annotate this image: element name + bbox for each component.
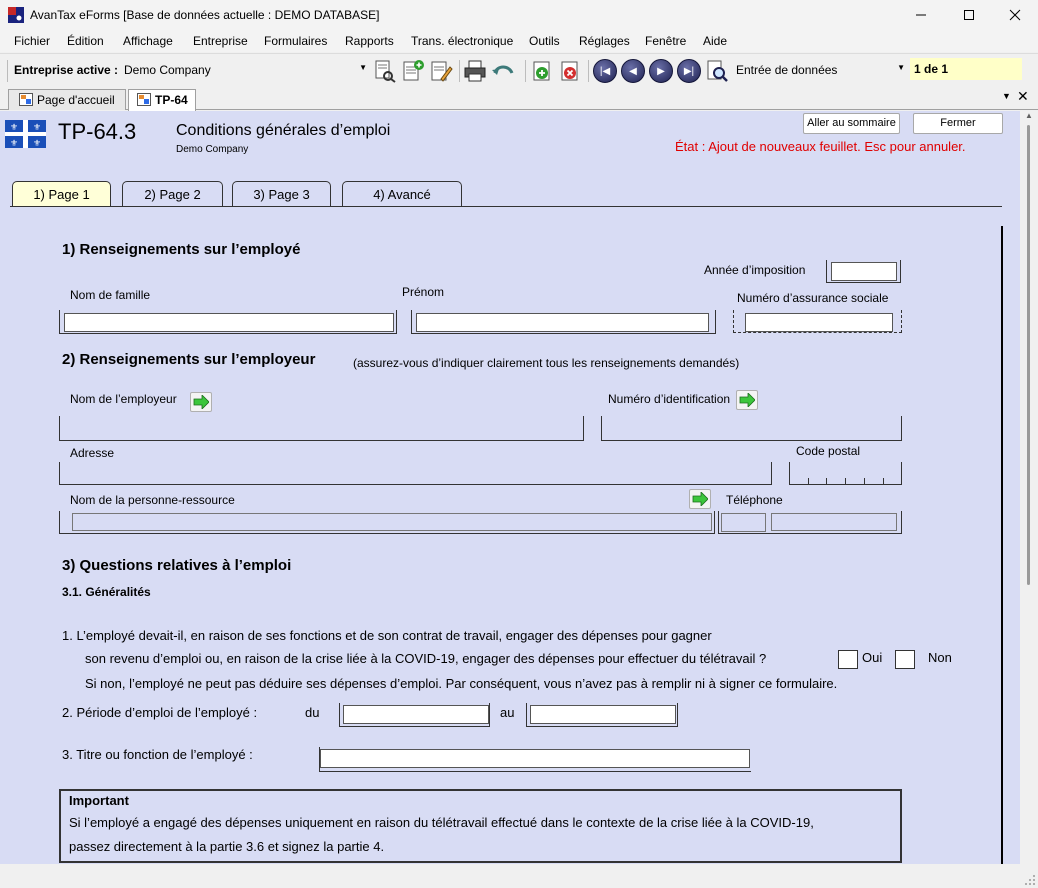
find-record-icon[interactable] [705,59,729,83]
toolbar-separator [459,60,460,82]
section-2-note: (assurez-vous d’indiquer clairement tous les renseignements demandés) [353,356,740,370]
menu-bar [0,30,1038,52]
question-1-line-3: Si non, l’employé ne peut pas déduire ses dépenses d’emploi. Par conséquent, vous n’avez pas à remplir ni à signer ce formulaire. [85,676,838,691]
form-number: TP-64.3 [58,119,137,144]
question-1-yes-label: Oui [862,650,883,665]
add-slip-icon[interactable] [401,59,425,83]
edit-slip-icon[interactable] [429,59,453,83]
quebec-flag-icon [5,120,46,148]
svg-text:⚜: ⚜ [32,122,42,132]
next-record-icon: ▶ [657,65,665,77]
field-bracket [489,703,490,726]
first-record-button[interactable] [593,59,617,83]
id-number-label: Numéro d’identification [608,392,731,406]
question-1-yes-checkbox[interactable] [838,650,858,669]
field-bracket [900,260,901,282]
section-2-heading: 2) Renseignements sur l’employeur [62,351,316,368]
menu-outils[interactable]: Outils [529,34,560,48]
question-1-line-1: 1. L’employé devait-il, en raison de ses fonctions et de son contrat de travail, engager des dépenses pour gagner [62,628,712,643]
field-bracket [59,511,60,533]
postal-tick [808,478,809,484]
period-from-label: du [305,705,320,720]
form-company: Demo Company [176,144,249,155]
search-slips-icon[interactable] [373,59,397,83]
status-bar [0,864,1038,888]
go-to-summary-button[interactable]: Aller au sommaire [803,113,900,134]
menu-rapports[interactable]: Rapports [345,34,394,48]
field-baseline [339,726,490,727]
postal-tick [883,478,884,484]
tab-underline [10,206,1002,207]
menu-fenetre[interactable]: Fenêtre [645,34,687,48]
employer-name-label: Nom de l’employeur [70,392,177,406]
svg-text:⚜: ⚜ [32,138,42,148]
resize-grip-icon[interactable] [1024,874,1036,886]
svg-text:⚜: ⚜ [9,138,19,148]
tax-year-label: Année d’imposition [704,263,806,277]
section-1-heading: 1) Renseignements sur l’employé [62,241,301,258]
toolbar [0,53,1038,86]
tab-list-chevron-icon[interactable]: ▼ [1002,91,1011,101]
arrow-right-icon [739,393,755,407]
address-field[interactable] [59,484,772,485]
close-tab-icon[interactable]: ✕ [1017,88,1029,104]
doc-tab-label: TP-64 [155,93,188,107]
contact-name-label: Nom de la personne-ressource [70,493,235,507]
field-bracket [396,310,397,333]
postal-tick [864,478,865,484]
employer-name-field[interactable] [59,440,584,441]
first-name-field[interactable] [416,313,709,332]
status-message: État : Ajout de nouveaux feuillet. Esc pour annuler. [675,139,966,154]
period-to-field[interactable] [530,705,676,724]
employer-lookup-button[interactable] [190,392,212,412]
important-line-2: passez directement à la partie 3.6 et signez la partie 4. [69,839,385,854]
company-select-value: Demo Company [124,63,211,77]
menu-entreprise[interactable]: Entreprise [193,34,248,48]
important-title: Important [69,793,129,808]
question-1-no-checkbox[interactable] [895,650,915,669]
id-number-field[interactable] [601,440,902,441]
menu-reglages[interactable]: Réglages [579,34,630,48]
arrow-right-icon [692,492,708,506]
toolbar-separator [588,60,589,82]
doc-tab-label: Page d'accueil [37,93,115,107]
first-record-icon: |◀ [599,65,611,77]
field-baseline [59,333,397,334]
close-window-button[interactable] [992,0,1038,30]
phone-number-field[interactable] [771,513,897,531]
maximize-icon [963,9,975,21]
title-bar [0,0,1038,30]
toolbar-grip [7,60,8,82]
toolbar-separator [525,60,526,82]
close-icon [1009,9,1021,21]
field-bracket [715,310,716,333]
important-notice [59,789,902,863]
address-label: Adresse [70,446,115,460]
field-bracket [339,703,340,726]
section-3-heading: 3) Questions relatives à l’emploi [62,557,292,574]
question-1-no-label: Non [928,650,952,665]
field-baseline [718,533,902,534]
menu-formulaires[interactable]: Formulaires [264,34,328,48]
sin-label: Numéro d’assurance sociale [737,291,889,305]
add-record-icon[interactable] [530,59,554,83]
contact-name-field[interactable] [72,513,712,531]
field-bracket [411,310,412,333]
period-to-label: au [500,705,515,720]
phone-area-code-field[interactable] [721,513,766,532]
doc-tab-home[interactable] [8,89,126,110]
maximize-button[interactable] [946,0,992,30]
chevron-down-icon: ▼ [897,63,905,72]
field-bracket [771,462,772,484]
form-page-icon [137,93,151,106]
previous-record-icon: ◀ [629,65,637,77]
field-bracket [583,416,584,440]
tax-year-field[interactable] [831,262,897,281]
doc-tab-tp64[interactable] [128,89,196,111]
field-bracket [901,511,902,533]
field-bracket [789,462,790,484]
field-bracket [601,416,602,440]
menu-aide[interactable]: Aide [703,34,728,48]
tab-page-1[interactable]: 1) Page 1 [12,181,111,207]
menu-trans-electronique[interactable]: Trans. électronique [411,34,514,48]
vertical-scrollbar[interactable] [1020,111,1038,864]
active-company-label: Entreprise active : [14,63,119,77]
svg-text:⚜: ⚜ [9,122,19,132]
field-bracket [59,310,60,333]
postal-code-label: Code postal [796,444,861,458]
field-bracket [826,260,827,282]
field-bracket [901,462,902,484]
period-from-field[interactable] [343,705,489,724]
undo-icon[interactable] [491,59,515,83]
minimize-button[interactable] [898,0,944,30]
question-1-line-2: son revenu d’emploi ou, en raison de la crise liée à la COVID-19, engager des dépenses pour effectuer du télétravail ? [85,651,767,666]
tab-page-2[interactable]: 2) Page 2 [122,181,223,206]
next-record-button[interactable] [649,59,673,83]
field-bracket [526,703,527,726]
field-bracket [901,416,902,440]
field-bracket [677,703,678,726]
sin-field[interactable] [745,313,893,332]
postal-code-field[interactable] [789,484,902,485]
field-bracket [59,462,60,484]
company-select[interactable] [120,60,370,80]
phone-label: Téléphone [726,493,783,507]
field-bracket [714,511,715,533]
last-name-field[interactable] [64,313,394,332]
job-title-field[interactable] [320,749,750,768]
form-canvas [0,111,1020,864]
field-baseline [826,282,901,283]
arrow-right-icon [193,395,209,409]
field-baseline [526,726,678,727]
record-counter: 1 de 1 [910,58,1022,80]
question-2-label: 2. Période d’emploi de l’employé : [62,705,258,720]
menu-fichier[interactable]: Fichier [14,34,51,48]
form-title: Conditions générales d’emploi [176,122,391,139]
last-record-icon: ▶| [683,65,695,77]
last-record-button[interactable] [677,59,701,83]
tab-page-3[interactable]: 3) Page 3 [232,181,331,206]
important-line-1: Si l’employé a engagé des dépenses uniquement en raison du télétravail effectué dans le contexte de la crise liée à la COVID-19, [69,815,814,830]
field-bracket [718,511,719,533]
contact-lookup-button[interactable] [689,489,711,509]
print-icon[interactable] [463,59,487,83]
app-logo-icon [8,7,24,23]
field-baseline [319,771,751,772]
scroll-up-icon[interactable]: ▲ [1025,111,1033,120]
delete-record-icon[interactable] [558,59,582,83]
menu-edition[interactable]: Édition [67,34,104,48]
section-3-1-heading: 3.1. Généralités [62,585,151,599]
scrollbar-thumb[interactable] [1027,125,1030,585]
question-3-label: 3. Titre ou fonction de l’employé : [62,747,253,762]
previous-record-button[interactable] [621,59,645,83]
document-tab-strip [0,86,1038,110]
first-name-label: Prénom [402,285,445,299]
last-name-label: Nom de famille [70,288,151,302]
mode-select[interactable] [732,60,908,80]
tab-advanced[interactable]: 4) Avancé [342,181,462,206]
id-lookup-button[interactable] [736,390,758,410]
postal-tick [845,478,846,484]
close-form-button[interactable]: Fermer [913,113,1003,134]
field-baseline [411,333,716,334]
form-page-icon [19,93,33,106]
chevron-down-icon: ▼ [359,63,367,72]
field-bracket [59,416,60,440]
field-baseline [59,533,715,534]
menu-affichage[interactable]: Affichage [123,34,173,48]
window-title: AvanTax eForms [Base de données actuelle : DEMO DATABASE] [30,8,380,22]
postal-tick [826,478,827,484]
mode-select-value: Entrée de données [736,63,838,77]
minimize-icon [915,9,927,21]
form-page-border [1001,226,1003,864]
